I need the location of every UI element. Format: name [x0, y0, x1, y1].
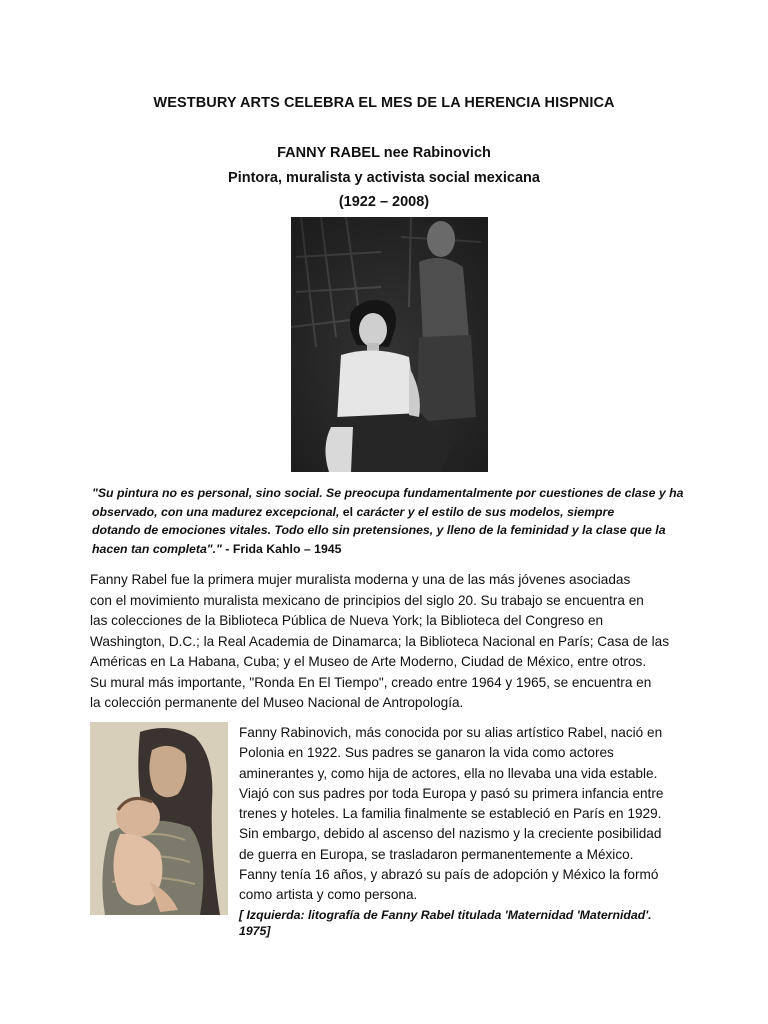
- paragraph2-line: Fanny Rabinovich, más conocida por su alias artístico Rabel, nació en: [239, 725, 663, 740]
- quote-line-2-plain: el: [339, 504, 357, 519]
- biography-paragraph-1: [90, 570, 680, 714]
- portrait-photo-illustration: [291, 217, 488, 472]
- quote-line-3: dotando de emociones vitales. Todo ello sin pretensiones, y lleno de la feminidad y la clase que la: [92, 523, 666, 537]
- paragraph1-line: Su mural más importante, "Ronda En El Tiempo", creado entre 1964 y 1965, se encuentra en: [90, 674, 652, 690]
- maternidad-lithograph: [90, 722, 228, 915]
- quote-line-2: [92, 503, 672, 522]
- quote-line-1: "Su pintura no es personal, sino social. Se preocupa fundamentalmente por cuestiones de clase y ha: [92, 486, 684, 500]
- biography-paragraph-2: [239, 723, 689, 906]
- paragraph1-line: Washington, D.C.; la Real Academia de Dinamarca; la Biblioteca Nacional en París; Casa de las: [90, 633, 670, 649]
- artist-name: FANNY RABEL nee Rabinovich: [277, 145, 491, 161]
- quote-attribution: - Frida Kahlo – 1945: [221, 541, 342, 556]
- paragraph2-line: como artista y como persona.: [239, 887, 418, 903]
- frida-kahlo-quote: [92, 484, 684, 558]
- paragraph1-line: las colecciones de la Biblioteca Pública de Nueva York; la Biblioteca del Congreso en: [90, 613, 604, 628]
- quote-line-2-start: observado, con una madurez excepcional,: [92, 504, 340, 519]
- paragraph1-line: la colección permanente del Museo Nacional de Antropología.: [90, 695, 464, 710]
- paragraph2-line: trenes y hoteles. La familia finalmente se estableció en París en 1929.: [239, 806, 662, 822]
- paragraph1-line: Fanny Rabel fue la primera mujer muralista moderna y una de las más jóvenes asociadas: [90, 572, 631, 587]
- paragraph2-line: aminerantes y, como hija de actores, ella no llevaba una vida estable.: [239, 765, 658, 781]
- artist-years: (1922 – 2008): [338, 194, 430, 210]
- paragraph2-line: Fanny tenía 16 años, y abrazó su país de adopción y México la formó: [239, 867, 659, 883]
- portrait-photo: [291, 217, 488, 472]
- caption-line-2: 1975]: [239, 924, 271, 938]
- paragraph1-line: con el movimiento muralista mexicano de principios del siglo 20. Su trabajo se encuentra en: [90, 592, 644, 608]
- paragraph2-line: Polonia en 1922. Sus padres se ganaron la vida como actores: [239, 745, 614, 761]
- paragraph1-line: Américas en La Habana, Cuba; y el Museo de Arte Moderno, Ciudad de México, entre otros.: [90, 654, 647, 669]
- artist-role: Pintora, muralista y activista social mexicana: [228, 170, 540, 186]
- quote-line-4: [92, 540, 672, 559]
- paragraph2-line: Viajó con sus padres por toda Europa y pasó su primera infancia entre: [239, 785, 664, 801]
- lithograph-caption: [239, 907, 689, 939]
- quote-line-2-end: carácter y el estilo de sus modelos, siempre: [356, 504, 615, 519]
- quote-line-4-text: hacen tan completa".": [92, 541, 222, 556]
- caption-line-1: [ Izquierda: litografía de Fanny Rabel titulada 'Maternidad 'Maternidad'.: [239, 908, 652, 922]
- document-title: WESTBURY ARTS CELEBRA EL MES DE LA HERENCIA HISPNICA: [153, 95, 615, 111]
- paragraph2-line: de guerra en Europa, se trasladaron permanentemente a México.: [239, 846, 634, 862]
- lithograph-illustration: [90, 722, 228, 915]
- paragraph2-line: Sin embargo, debido al ascenso del nazismo y la creciente posibilidad: [239, 826, 662, 842]
